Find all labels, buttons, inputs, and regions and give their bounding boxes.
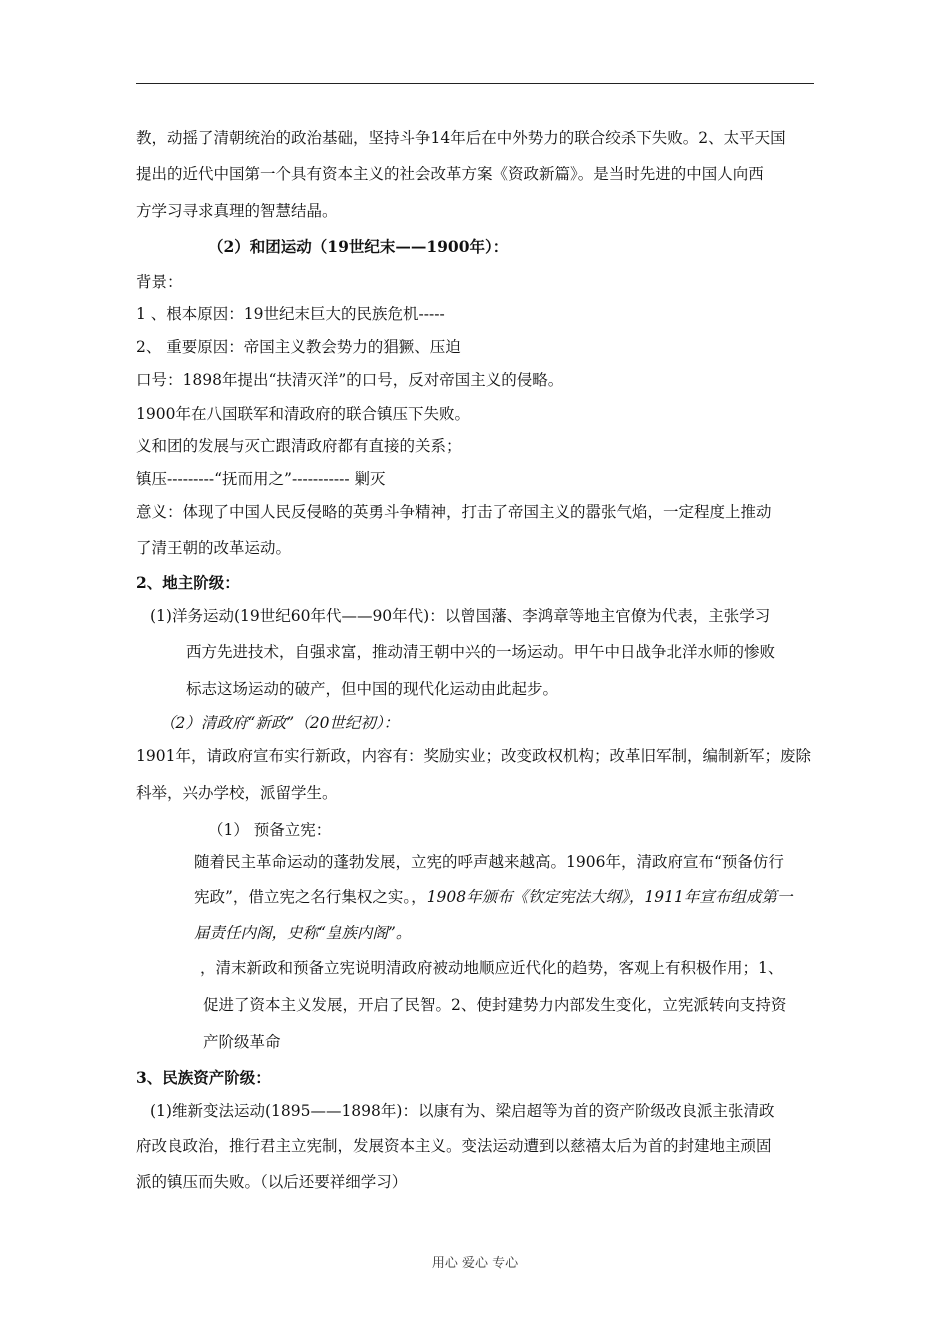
text-line: 产阶级革命 [203,1033,281,1051]
subheading-constitution: （1） 预备立宪： [208,821,332,839]
text-line: 1 、根本原因：19世纪末巨大的民族危机----- [136,305,445,323]
text-segment: 宪政”，借立宪之名行集权之实。， [194,888,427,906]
text-line: 派的镇压而失败。（以后还要祥细学习） [136,1173,408,1191]
text-line: 1900年在八国联军和清政府的联合镇压下失败。 [136,405,470,423]
text-segment-italic: 1908年颁布《钦定宪法大纲》，1911年宣布组成第一 [426,888,793,906]
page-footer: 用心 爱心 专心 [431,1256,519,1271]
text-line: 背景： [136,273,183,291]
text-line: 西方先进技术，自强求富，推动清王朝中兴的一场运动。甲午中日战争北洋水师的惨败 [186,643,776,661]
section-heading-boxer: （2）和团运动（19世纪末——1900年）： [208,237,509,256]
text-line [194,887,792,907]
section-heading-landlord: 2、地主阶级： [136,573,240,592]
section-heading-bourgeoisie: 3、民族资产阶级： [136,1068,271,1087]
text-line: 标志这场运动的破产，但中国的现代化运动由此起步。 [186,680,559,698]
text-line: 1901年，请政府宣布实行新政，内容有：奖励实业；改变政权机构；改革旧军制，编制新军；废除 [136,747,811,765]
text-line: 口号：1898年提出“扶清灭洋”的口号，反对帝国主义的侵略。 [136,371,564,389]
text-line: 镇压---------“抚而用之”----------- 剿灭 [136,470,386,488]
text-line: 科举，兴办学校，派留学生。 [136,784,338,802]
text-line: 意义：体现了中国人民反侵略的英勇斗争精神，打击了帝国主义的嚣张气焰，一定程度上推动 [136,503,772,521]
text-line: 方学习寻求真理的智慧结晶。 [136,202,338,220]
text-line: 义和团的发展与灭亡跟清政府都有直接的关系； [136,437,462,455]
text-line: 教，动摇了清朝统治的政治基础，坚持斗争14年后在中外势力的联合绞杀下失败。2、太平天国 [136,129,786,147]
text-line-italic: 届责任内阁，史称“皇族内阁”。 [194,924,412,942]
section-heading-new-policy: （2）清政府“新政”（20世纪初）： [160,714,400,732]
text-line: 府改良政治，推行君主立宪制，发展资本主义。变法运动遭到以慈禧太后为首的封建地主顽固 [136,1137,772,1155]
text-line: (1)洋务运动(19世纪60年代——90年代)：以曾国藩、李鸿章等地主官僚为代表，主张学习 [150,607,771,625]
text-line: ，清末新政和预备立宪说明清政府被动地顺应近代化的趋势，客观上有积极作用；1、 [200,959,784,977]
text-line: 了清王朝的改革运动。 [136,539,292,557]
text-line: 2、 重要原因：帝国主义教会势力的猖獗、压迫 [136,338,461,356]
text-line: 提出的近代中国第一个具有资本主义的社会改革方案《资政新篇》。是当时先进的中国人向西 [136,165,764,183]
text-line: 随着民主革命运动的蓬勃发展，立宪的呼声越来越高。1906年，清政府宣布“预备仿行 [194,853,784,871]
text-line: (1)维新变法运动(1895——1898年)：以康有为、梁启超等为首的资产阶级改良派主张清政 [150,1102,775,1120]
text-line: 促进了资本主义发展，开启了民智。2、使封建势力内部发生变化，立宪派转向支持资 [203,996,787,1014]
header-rule [136,83,814,84]
